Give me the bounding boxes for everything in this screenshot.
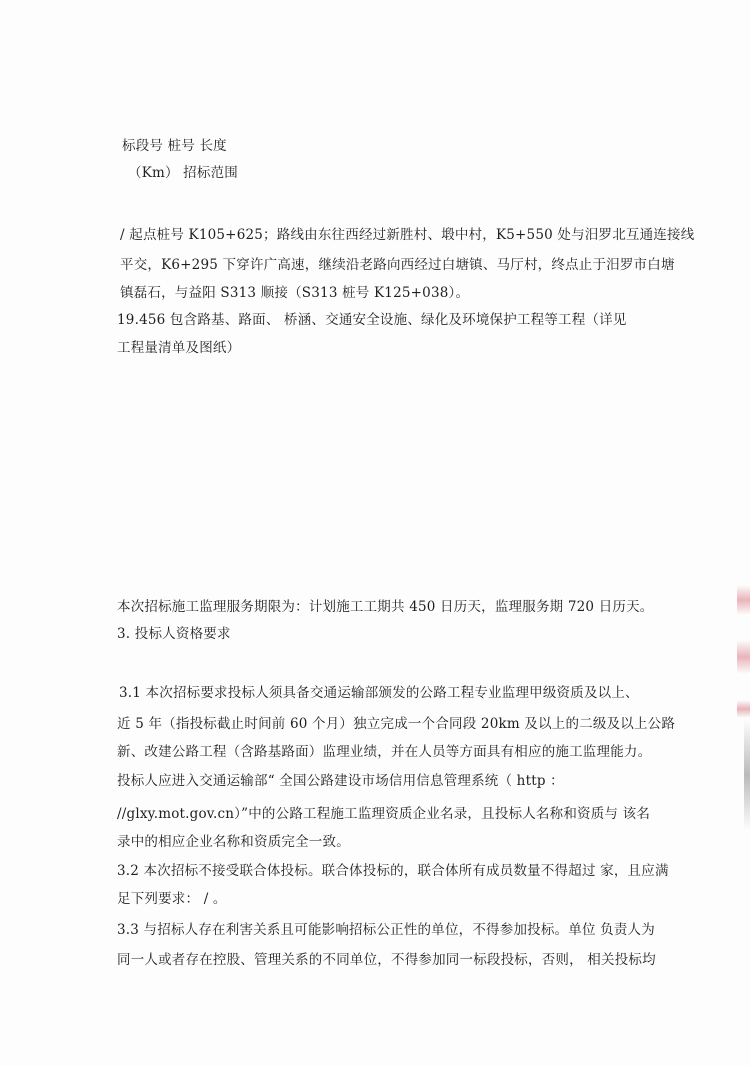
- seal-fragment-bottom: [737, 700, 750, 718]
- seal-fragment-middle: [737, 640, 750, 674]
- clause-3-3-line-1: 3.3 与招标人存在利害关系且可能影响招标公正性的单位，不得参加投标。单位 负责人为: [117, 922, 655, 938]
- clause-3-1-line-1: 3.1 本次招标要求投标人须具备交通运输部颁发的公路工程专业监理甲级资质及以上、: [119, 685, 639, 701]
- scope-text-line-5: 工程量清单及图纸）: [117, 340, 241, 356]
- header-column-labels: 标段号 桩号 长度: [122, 138, 227, 154]
- clause-3-1-line-5: //glxy.mot.gov.cn）”中的公路工程施工监理资质企业名录，且投标人名称和资质与 该名: [117, 806, 651, 822]
- section-3-heading: 3. 投标人资格要求: [117, 626, 231, 642]
- service-period-text: 本次招标施工监理服务期限为：计划施工工期共 450 日历天，监理服务期 720 日历天。: [117, 599, 654, 615]
- scan-edge-shadow: [744, 720, 750, 830]
- header-unit-scope-labels: （Km） 招标范围: [128, 165, 238, 181]
- scope-text-line-1: / 起点桩号 K105+625；路线由东往西经过新胜村、塅中村，K5+550 处与汨罗北互通连接线: [120, 227, 695, 243]
- clause-3-1-line-3: 新、改建公路工程（含路基路面）监理业绩，并在人员等方面具有相应的施工监理能力。: [117, 744, 652, 760]
- scope-text-line-3: 镇磊石，与益阳 S313 顺接（S313 桩号 K125+038）。: [120, 285, 470, 301]
- scope-length-line: 19.456 包含路基、路面、 桥涵、交通安全设施、绿化及环境保护工程等工程（详见: [117, 312, 627, 328]
- scope-text-line-2: 平交，K6+295 下穿许广高速，继续沿老路向西经过白塘镇、马厅村，终点止于汨罗市白塘: [120, 257, 675, 273]
- clause-3-1-line-6: 录中的相应企业名称和资质完全一致。: [117, 834, 350, 850]
- clause-3-1-line-2: 近 5 年（指投标截止时间前 60 个月）独立完成一个合同段 20km 及以上的二级及以上公路: [117, 716, 676, 732]
- clause-3-2-line-1: 3.2 本次招标不接受联合体投标。联合体投标的，联合体所有成员数量不得超过 家，且应满: [117, 863, 669, 879]
- clause-3-2-line-2: 足下列要求： / 。: [117, 891, 227, 907]
- clause-3-1-line-4: 投标人应进入交通运输部“ 全国公路建设市场信用信息管理系统（ http ：: [117, 773, 564, 789]
- clause-3-3-line-2: 同一人或者存在控股、管理关系的不同单位，不得参加同一标段投标，否则， 相关投标均: [117, 952, 656, 968]
- seal-fragment-top: [737, 585, 750, 615]
